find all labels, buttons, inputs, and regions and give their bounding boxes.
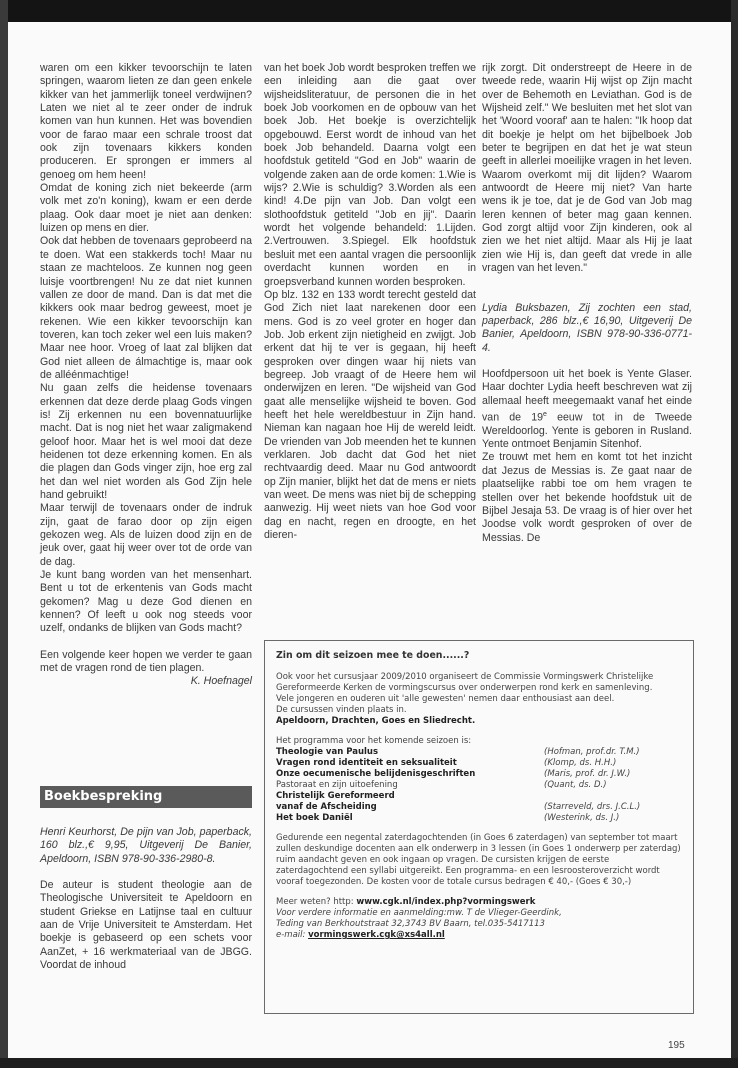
- body-paragraph: Op blz. 132 en 133 wordt terecht gesteld dat God Zich niet laat narekenen door een mens. God is zo veel groter en hoger dan Job. Job erkent zijn nietigheid en zwijgt. Job erkent dat hij te ver is gegaan, hij heeft gesproken over dingen waar hij niets van begreep. Job vraagt of de Heere hem wil onderwijzen en leren. "De wijsheid van God gaat alle menselijke wijsheid te boven. God heeft het hele wereldbestuur in Zijn hand. Nieman kan nagaan hoe Hij de wereld leidt. De vrienden van Job meenden het te kunnen verklaren. Job dacht dat God het niet rechtvaardig deed. Maar nu God antwoordt op Zijn manier, blijkt het dat de mens er niets van weet. De mens was niet bij de schepping aanwezig. Hij weet niets van hoe God voor dag en nacht, regen en droogte, en het dieren-: [264, 288, 476, 542]
- book-reference: Lydia Buksbazen, Zij zochten een stad, paperback, 286 blz.,€ 16,90, Uitgeverij De Banier, Apeldoorn, ISBN 978-90-336-0771-4.: [482, 301, 692, 354]
- program-intro: Het programma voor het komende seizoen is:: [276, 736, 472, 746]
- column-middle: [264, 62, 476, 542]
- body-paragraph: Ook dat hebben de tovenaars geprobeerd na te doen. Wat een stakkerds toch! Maar nu staan ze machteloos. Ze kunnen nog geen luisje voortbrengen! Nu ze dat niet kunnen vallen ze door de mand. Dan is dat met die kikkers ook maar bedrog geweest, moet je rekenen. Wie een kikker tevoorschijn kan toveren, kan toch zeker wel een luis maken? Maar nee hoor. Vroeg of laat zal blijken dat God niet alleen de álmachtige is, maar ook de alléénmachtige!: [40, 235, 252, 381]
- scan-border-right: [731, 0, 738, 1068]
- more-info-line: Meer weten? http: www.cgk.nl/index.php?vormingswerk: [276, 897, 536, 907]
- scan-border-left: [0, 0, 8, 1068]
- box-intro: De cursussen vinden plaats in.: [276, 705, 407, 715]
- column-left: [40, 62, 252, 689]
- program-row: Theologie van Paulus (Hofman, prof.dr. T.M.): [276, 747, 640, 757]
- program-row: Onze oecumenische belijdenisgeschriften (Maris, prof. dr. J.W.): [276, 769, 631, 779]
- email-link[interactable]: vormingswerk.cgk@xs4all.nl: [308, 930, 445, 940]
- body-paragraph: waren om een kikker tevoorschijn te laten springen, waarom lieten ze dan geen enkele kikker van het jammerlijk toneel verdwijnen? Laten we niet al te zeer onder de indruk komen van hun kunnen. Het was bovendien voor de farao maar een schrale troost dat ook zijn tovenaars kikkers konden produceren. Er sprongen er immers al genoeg om hem heen!: [40, 62, 252, 181]
- course-details: Gedurende een negental zaterdagochtenden (in Goes 6 zaterdagen) van september tot maart zullen deskundige docenten aan elk onderwerp in 3 lessen (in Goes 1 onderwerp per zaterdag) ruim aandacht geven en ook ingaan op vragen. De cursisten krijgen de eerste zaterdagochtend een syllabi uitgereikt. Een programma- en een lesroosteroverzicht wordt vooraf toegezonden. De kosten voor de totale cursus bedragen € 40,- (Goes € 30,-): [276, 833, 681, 887]
- column-right: [482, 62, 692, 545]
- magazine-page: [8, 22, 731, 1058]
- book-reference: Henri Keurhorst, De pijn van Job, paperback, 160 blz.,€ 9,95, Uitgeverij De Banier, Apeldoorn, ISBN 978-90-336-2980-8.: [40, 826, 252, 865]
- page-number: 195: [668, 1040, 685, 1051]
- course-announcement-box: [264, 640, 694, 1014]
- website-link[interactable]: www.cgk.nl/index.php?vormingswerk: [356, 897, 536, 907]
- program-row: Christelijk Gereformeerd: [276, 791, 395, 801]
- body-paragraph: Ze trouwt met hem en komt tot het inzicht dat Jezus de Messias is. Ze gaat naar de plaatselijke rabbi toe om hem vragen te stellen over het bekende hoofdstuk uit de Bijbel Jesaja 53. De vraag is of hier over het Joodse volk wordt gesproken of over de Messias. De: [482, 451, 692, 544]
- body-paragraph: Omdat de koning zich niet bekeerde (arm volk met zo'n koning), kwam er een derde plaag. Ook daar moet je niet aan denken: luizen op mens en dier.: [40, 182, 252, 235]
- column-left-review: [40, 826, 252, 972]
- box-intro: Ook voor het cursusjaar 2009/2010 organiseert de Commissie Vormingswerk Christelijke Gereformeerde Kerken de vormingscursus over onderwerpen rond kerk en samenleving.: [276, 672, 654, 693]
- box-places: Apeldoorn, Drachten, Goes en Sliedrecht.: [276, 716, 476, 726]
- section-heading-boekbespreking: Boekbespreking: [40, 786, 252, 808]
- program-row: Pastoraat en zijn uitoefening (Quant, ds. D.): [276, 780, 607, 790]
- box-title: Zin om dit seizoen mee te doen......?: [276, 650, 470, 661]
- body-paragraph: van het boek Job wordt besproken treffen we een inleiding aan die gaat over wijsheidsliteratuur, de personen die in het boek Job voorkomen en de opbouw van het boek Job. Het boekje is overzichtelijk opgebouwd. Eerst wordt de inhoud van het boek Job behandeld. Daarna volgt een hoofdstuk getiteld "God en Job" waarin de volgende zaken aan de orde komen: 1.Wie is wijs? 2.Wie is schuldig? 3.Worden als een kind! 4.De pijn van Job. Dan volgt een slothoofdstuk getiteld "Job en jij". Daarin wordt het volgende behandeld: 1.Lijden. 2.Vertrouwen. 3.Spiegel. Elk hoofdstuk besluit met een aantal vragen die persoonlijk overdacht kunnen worden en in groepsverband kunnen worden besproken.: [264, 62, 477, 288]
- program-row: vanaf de Afscheiding (Starreveld, drs. J.C.L.): [276, 802, 641, 812]
- review-paragraph: De auteur is student theologie aan de Theologische Universiteit te Apeldoorn en student Griekse en Latijnse taal en cultuur aan de Vrije Universiteit te Amsterdam. Het boekje is gebaseerd op een schets voor AanZet, + 16 werkmateriaal van de JBGG. Voordat de inhoud: [40, 879, 252, 972]
- body-paragraph: rijk zorgt. Dit onderstreept de Heere in de tweede rede, waarin Hij wijst op Zijn macht over de Behemoth en Leviathan. God is de Wijsheid zelf." We besluiten met het slot van het 'Woord vooraf' aan te halen: "Ik hoop dat dit boekje je helpt om het bijbelboek Job beter te begrijpen en dat het je wat steun geeft in allerlei moeilijke vragen in het leven. Waarom overkomt mij dit lijden? Waarom antwoordt de Heere mij niet? Van harte wens ik je toe, dat je de God van Job mag leren kennen of beter mag gaan kennen. God zorgt altijd voor Zijn kinderen, ook al zien we het niet altijd. Maar als Hij je laat zien wie Hij is, dan geeft dat vrede in alle vragen van het leven.": [482, 62, 692, 275]
- body-paragraph: Hoofdpersoon uit het boek is Yente Glaser. Haar dochter Lydia heeft beschreven wat zij allemaal heeft meegemaakt vanaf het einde van de 19e eeuw tot in de Tweede Wereldoorlog. Yente is geboren in Rusland. Yente ontmoet Benjamin Sitenhof.: [482, 367, 692, 451]
- scan-border-top: [0, 0, 738, 22]
- program-row: Vragen rond identiteit en seksualiteit (Klomp, ds. H.H.): [276, 758, 617, 768]
- contact-line: Voor verdere informatie en aanmelding:mw. T de Vlieger-Geerdink,: [276, 908, 562, 918]
- scan-border-bottom: [0, 1058, 738, 1068]
- body-paragraph: Nu gaan zelfs die heidense tovenaars erkennen dat deze derde plaag Gods vingen is! Zij erkennen nu een bovennatuurlijke macht. Dat is nog niet het waar zaligmakend geloof hoor. Maar het is wel mooi dat deze heidenen tot deze erkenning komen. En als die plagen dan Gods vinger zijn, hoe erg zal het dan wel niet worden als God Zijn hele hand gebruikt!: [40, 382, 252, 501]
- contact-line: Teding van Berkhoutstraat 32,3743 BV Baarn, tel.035-5417113: [276, 919, 545, 929]
- author-signature: K. Hoefnagel: [190, 675, 252, 688]
- box-intro: Vele jongeren en ouderen uit 'alle gewesten' nemen daar enthousiast aan deel.: [276, 694, 615, 704]
- closing-paragraph: Een volgende keer hopen we verder te gaan met de vragen rond de tien plagen.: [40, 648, 252, 675]
- email-line: e-mail: vormingswerk.cgk@xs4all.nl: [276, 930, 445, 940]
- program-row: Het boek Daniël (Westerink, ds. J.): [276, 813, 620, 823]
- body-paragraph: Je kunt bang worden van het mensenhart. Bent u tot de erkentenis van Gods macht gekomen? Mag u deze God dienen en kennen? Of leeft u ook nog steeds voor uzelf, ondanks de blijken van Gods macht?: [40, 569, 252, 635]
- body-paragraph: Maar terwijl de tovenaars onder de indruk zijn, gaat de farao door op zijn eigen gekozen weg. Als de luizen dood zijn en de jeuk over, gaat hij weer over tot de orde van de dag.: [40, 502, 252, 568]
